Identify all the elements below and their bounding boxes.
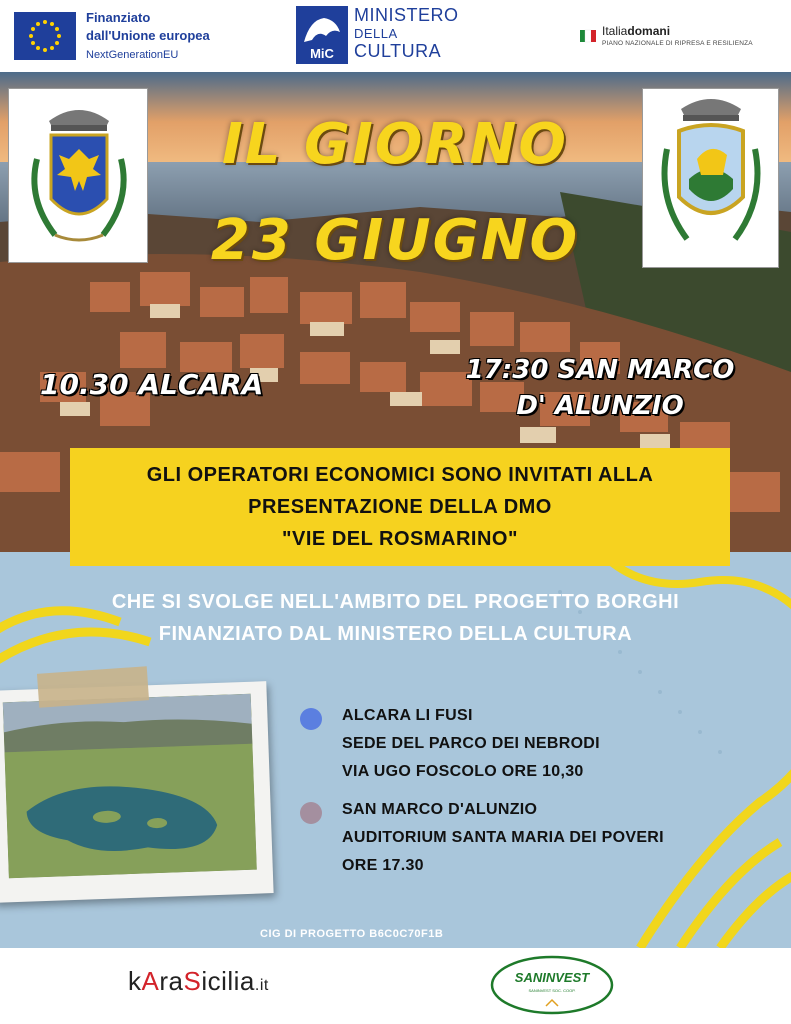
location-san-marco <box>300 796 740 886</box>
scope-line2: FINANZIATO DAL MINISTERO DELLA CULTURA <box>158 623 633 645</box>
ministero-line1: MINISTERO <box>354 5 459 25</box>
lake-polaroid-photo <box>0 681 274 903</box>
karasicilia-logo <box>128 966 269 997</box>
lake-landscape-image <box>3 694 257 879</box>
san-marco-time-line2: D' ALUNZIO <box>516 391 684 421</box>
alcara-coat-of-arms <box>8 88 148 263</box>
cig-project-code: CIG DI PROGETTO B6C0C70F1B <box>260 928 444 940</box>
eu-text-line1: Finanziato <box>86 10 151 25</box>
location-alcara <box>300 702 720 792</box>
lion-crest-icon <box>643 89 780 269</box>
san-marco-coat-of-arms <box>642 88 779 268</box>
eu-flag-icon <box>14 12 76 60</box>
location-alcara-line1: ALCARA LI FUSI <box>342 707 473 724</box>
italiadomani-logo <box>580 22 780 58</box>
italiadomani-name <box>602 24 670 38</box>
location-bullet-icon <box>300 802 322 824</box>
location-alcara-line2: SEDE DEL PARCO DEI NEBRODI <box>342 735 600 752</box>
mic-logo-text: MiC <box>310 46 334 61</box>
italiadomani-bold: domani <box>627 24 671 38</box>
location-san-marco-line2: AUDITORIUM SANTA MARIA DEI POVERI <box>342 829 664 846</box>
location-bullet-icon <box>300 708 322 730</box>
saninvest-logo <box>488 954 616 1016</box>
kara-s: S <box>183 966 202 996</box>
invitation-line2: PRESENTAZIONE DELLA DMO <box>248 496 552 518</box>
ministero-line3: CULTURA <box>354 41 442 61</box>
mic-emblem-icon <box>296 6 348 64</box>
header-logos-bar <box>0 0 791 72</box>
ministero-name <box>354 6 459 61</box>
kara-k: k <box>128 966 142 996</box>
san-marco-time-line1: 17:30 SAN MARCO <box>465 355 735 385</box>
italiadomani-subtitle: PIANO NAZIONALE DI RIPRESA E RESILIENZA <box>602 40 753 47</box>
eu-text-line2: dall'Unione europea <box>86 28 210 43</box>
location-alcara-line3: VIA UGO FOSCOLO ORE 10,30 <box>342 763 584 780</box>
alcara-time-label: 10.30 ALCARA <box>40 368 264 401</box>
scope-line1: CHE SI SVOLGE NELL'AMBITO DEL PROGETTO BORGHI <box>111 591 680 613</box>
italy-flag-icon <box>580 28 596 44</box>
location-san-marco-line1: SAN MARCO D'ALUNZIO <box>342 801 538 818</box>
saninvest-subtitle: SANINVEST SOC. COOP. <box>528 988 576 993</box>
eagle-crest-icon <box>9 89 149 264</box>
saninvest-name: SANINVEST <box>514 970 590 985</box>
invitation-line3: "VIE DEL ROSMARINO" <box>282 528 518 550</box>
eu-text-line3: NextGenerationEU <box>86 49 179 61</box>
location-san-marco-line3: ORE 17.30 <box>342 857 424 874</box>
san-marco-time-label <box>460 352 740 424</box>
kara-it: .it <box>254 977 269 994</box>
invitation-banner <box>70 448 730 566</box>
kara-a-mark-icon: A <box>141 966 160 996</box>
italiadomani-plain: Italia <box>602 24 628 38</box>
location-alcara-details <box>342 702 600 786</box>
ministero-line2: DELLA <box>354 26 398 41</box>
ministero-cultura-logo <box>296 4 476 66</box>
eu-funding-logo <box>14 8 214 64</box>
saninvest-oval-icon <box>488 954 616 1016</box>
event-date-title-line1: IL GIORNO <box>221 112 568 177</box>
kara-icilia: icilia <box>201 966 255 996</box>
location-san-marco-details <box>342 796 664 880</box>
event-date-title-line2: 23 GIUGNO <box>210 208 580 273</box>
project-scope-text <box>30 586 761 650</box>
footer-logos-bar <box>0 948 791 1024</box>
invitation-line1: GLI OPERATORI ECONOMICI SONO INVITATI ALLA <box>146 464 654 486</box>
kara-ra: ra <box>159 966 184 996</box>
